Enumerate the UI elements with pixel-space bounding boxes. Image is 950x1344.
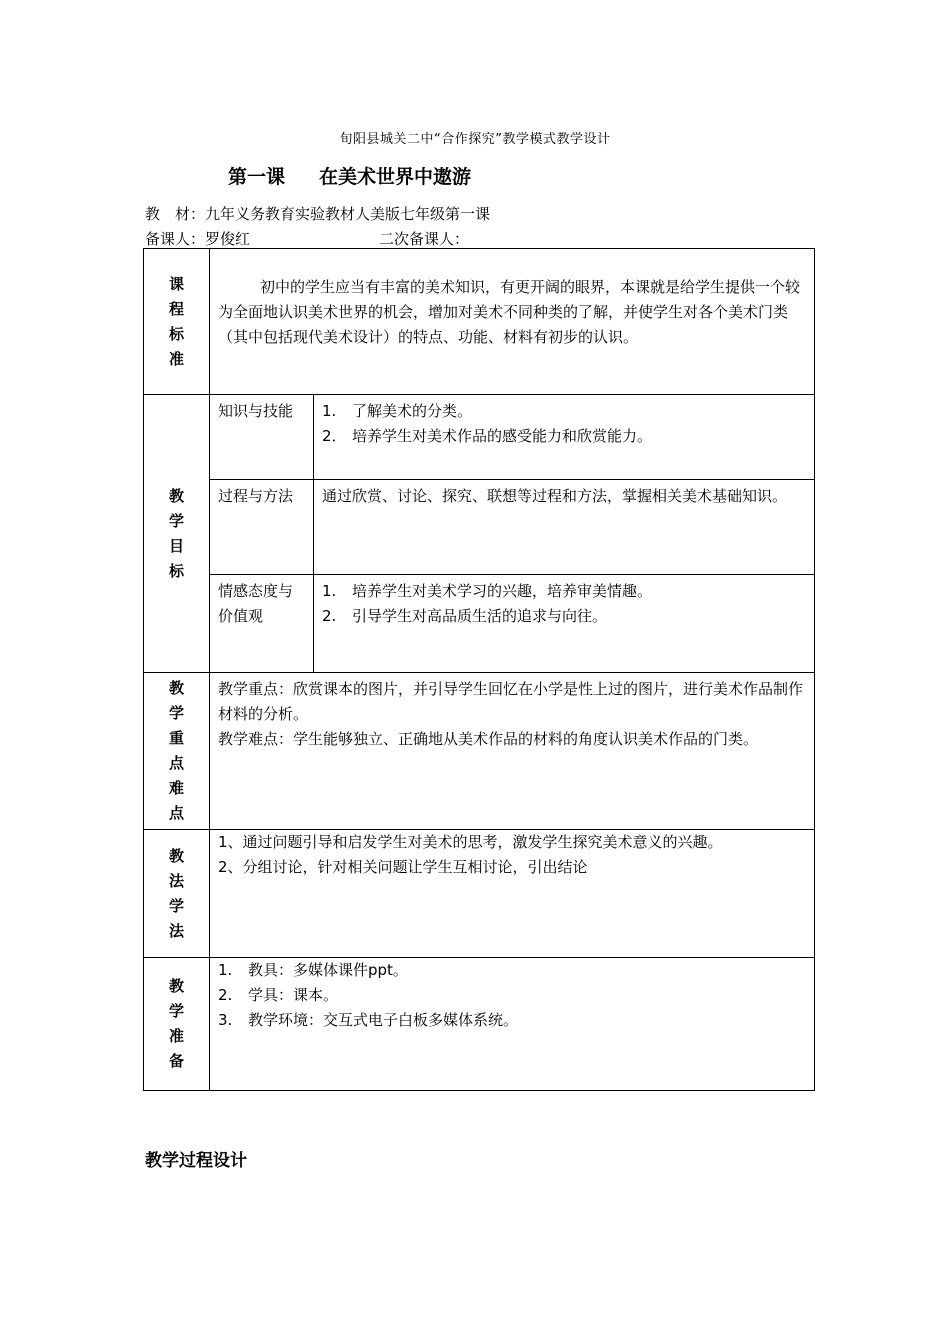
label-methods [144,830,210,958]
label-curriculum-standard [144,249,210,395]
lesson-name: 在美术世界中遨游 [319,166,472,188]
label-char: 课 [168,274,184,293]
label-char: 标 [168,324,184,343]
list-item [218,1008,806,1033]
label-preparation [144,958,210,1091]
label-key-points [144,673,210,830]
emotion-content [314,575,815,673]
list-text: 培养学生对美术学习的兴趣，培养审美情趣。 [352,582,653,600]
label-char: 法 [168,921,184,940]
methods-content [210,830,815,958]
list-item [322,399,806,424]
list-text: 学具：课本。 [248,986,339,1004]
preparer: 备课人：罗俊红 [145,230,251,248]
label-char: 标 [168,561,184,580]
label-char: 学 [168,511,184,530]
label-teaching-goals [144,395,210,673]
list-text: 引导学生对高品质生活的追求与向往。 [352,607,608,625]
knowledge-content [314,395,815,480]
label-char: 学 [168,704,184,722]
process-content [314,480,815,575]
label-char: 备 [168,1052,184,1070]
lesson-title [228,162,471,189]
curriculum-standard-content [210,249,815,395]
row-goal-knowledge [144,395,815,480]
label-char: 程 [168,299,184,318]
knowledge-label-cell [210,395,314,480]
lesson-number: 第一课 [228,166,286,188]
list-number: 2． [322,427,347,445]
curriculum-standard-text: 初中的学生应当有丰富的美术知识，有更开阔的眼界，本课就是给学生提供一个较为全面地认识美术世界的机会，增加对美术不同种类的了解，并使学生对各个美术门类（其中包括现代美术设计）的特点、功能、材料有初步的认识。 [218,278,801,346]
label-char: 教 [168,977,184,995]
label-char: 学 [168,896,184,915]
process-text: 通过欣赏、讨论、探究、联想等过程和方法，掌握相关美术基础知识。 [322,487,788,505]
list-text: 教学环境：交互式电子白板多媒体系统。 [248,1011,519,1029]
row-goal-process [144,480,815,575]
list-number: 2. [218,986,233,1004]
list-text: 了解美术的分类。 [352,402,473,420]
label-char: 点 [168,804,184,822]
preparer-line [145,228,470,249]
emotion-label-cell [210,575,314,673]
list-item [322,424,806,449]
emotion-list [322,579,806,629]
preparation-list [218,958,806,1033]
process-label: 过程与方法 [218,487,294,505]
list-item [218,983,806,1008]
row-key-points [144,673,815,830]
list-text: 培养学生对美术作品的感受能力和欣赏能力。 [352,427,653,445]
label-char: 学 [168,1002,184,1020]
difficulty-text: 教学难点：学生能够独立、正确地从美术作品的材料的角度认识美术作品的门类。 [218,730,759,748]
list-item [322,604,806,629]
label-char: 准 [168,349,184,368]
list-number: 3. [218,1011,233,1029]
preparation-content [210,958,815,1091]
label-char: 法 [168,871,184,890]
process-design-heading: 教学过程设计 [145,1151,247,1171]
row-curriculum-standard [144,249,815,395]
knowledge-list [322,399,806,449]
key-point-text: 教学重点：欣赏课本的图片，并引导学生回忆在小学是性上过的图片，进行美术作品制作材料的分析。 [218,680,804,723]
school-header: 旬阳县城关二中“合作探究”教学模式教学设计 [339,132,611,147]
key-points-content [210,673,815,830]
list-item [218,958,806,983]
list-number: 1. [322,402,337,420]
row-goal-emotion [144,575,815,673]
emotion-label: 情感态度与价值观 [218,582,294,625]
method-line-2: 2、分组讨论，针对相关问题让学生互相讨论，引出结论 [218,858,588,876]
label-char: 重 [168,729,184,747]
lesson-plan-table [143,248,815,1091]
label-char: 难 [168,779,184,797]
list-number: 2. [322,607,337,625]
process-label-cell [210,480,314,575]
list-number: 1. [322,582,337,600]
list-text: 教具：多媒体课件ppt。 [248,961,408,979]
knowledge-label: 知识与技能 [218,402,294,420]
list-number: 1. [218,961,233,979]
list-item [322,579,806,604]
row-methods [144,830,815,958]
label-char: 教 [168,846,184,865]
row-preparation [144,958,815,1091]
label-char: 教 [168,679,184,697]
method-line-1: 1、通过问题引导和启发学生对美术的思考，激发学生探究美术意义的兴趣。 [218,833,723,851]
label-char: 目 [168,536,184,555]
textbook-line: 教 材：九年义务教育实验教材人美版七年级第一课 [145,205,491,223]
label-char: 准 [168,1027,184,1045]
label-char: 点 [168,754,184,772]
label-char: 教 [168,486,184,505]
second-preparer: 二次备课人： [379,230,470,248]
